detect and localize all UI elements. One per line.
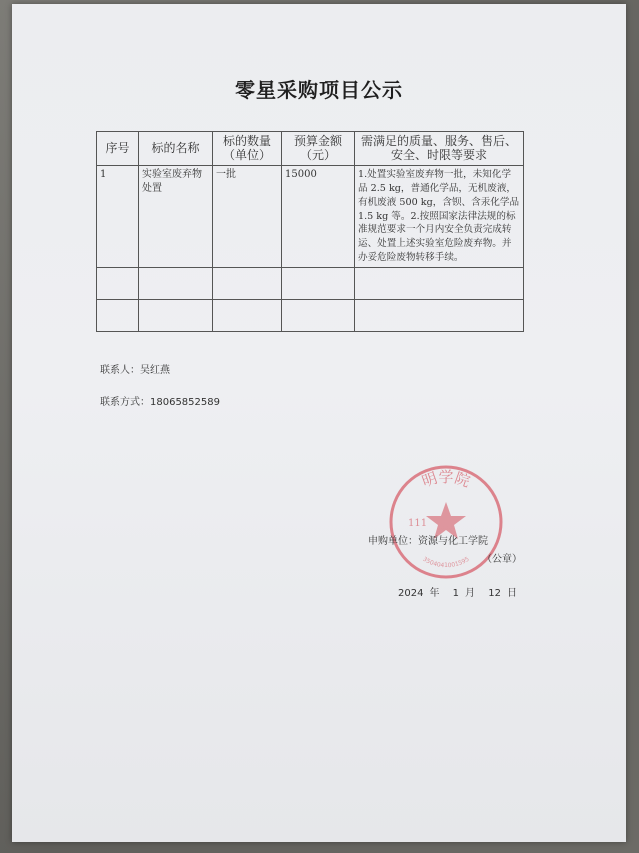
seal-code: 111 <box>408 518 428 529</box>
header-name: 标的名称 <box>139 132 213 166</box>
cell-name: 实验室废弃物处置 <box>139 165 213 267</box>
cell-quantity: 一批 <box>213 165 282 267</box>
contact-method: 联系方式：18065852589 <box>100 397 220 408</box>
official-seal-stamp <box>384 460 508 584</box>
procurement-table <box>96 131 524 332</box>
date-month-suffix: 月 <box>465 588 476 599</box>
document-page <box>12 4 626 842</box>
date-year: 2024 <box>398 588 424 599</box>
contact-person: 联系人：吴红燕 <box>100 365 170 376</box>
cell-budget: 15000 <box>282 165 355 267</box>
header-quantity: 标的数量（单位） <box>213 132 282 166</box>
cell-index: 1 <box>97 165 139 267</box>
purchasing-unit: 申购单位：资源与化工学院 <box>368 536 488 547</box>
table-row-empty <box>97 268 524 300</box>
header-index: 序号 <box>97 132 139 166</box>
header-requirements: 需满足的质量、服务、售后、安全、时限等要求 <box>355 132 524 166</box>
table-header-row <box>97 132 524 166</box>
table-row-empty <box>97 300 524 332</box>
seal-text: 明学院 <box>419 468 473 491</box>
date-day-suffix: 日 <box>506 588 517 599</box>
seal-number: 3504041001595 <box>421 555 471 570</box>
table-row <box>97 165 524 267</box>
header-budget: 预算金额（元） <box>282 132 355 166</box>
seal-note: （公章） <box>482 554 522 565</box>
document-date <box>398 584 523 599</box>
date-month: 1 <box>452 588 460 599</box>
date-year-suffix: 年 <box>429 588 440 599</box>
date-day: 12 <box>488 588 501 599</box>
document-title: 零星采购项目公示 <box>235 78 403 102</box>
cell-requirements: 1.处置实验室废弃物一批，未知化学品 2.5 kg，普通化学品，无机废液，有机废液 500 kg，含钡、含汞化学品 1.5 kg 等。2.按照国家法律法规的标准规范要求一个月内安全负责完成转运、处置上述实验室危险废弃物。并办妥危险废物转移手续。 <box>355 165 524 267</box>
